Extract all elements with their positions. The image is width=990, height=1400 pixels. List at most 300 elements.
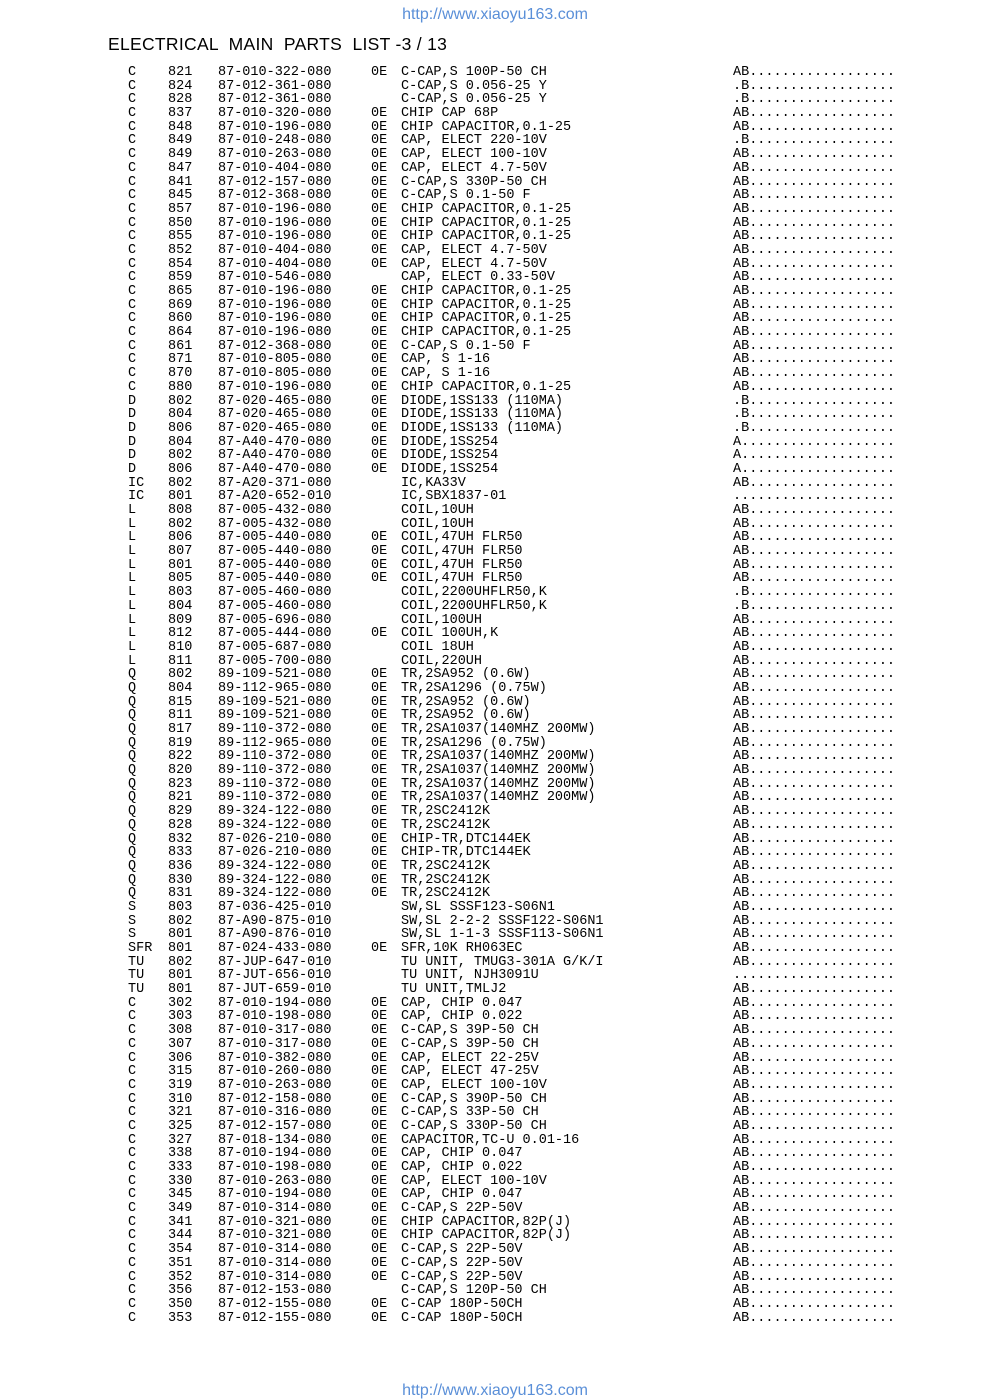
part-oe: 0E <box>371 1187 388 1203</box>
part-description: CHIP CAP 68P <box>401 106 499 122</box>
part-description: CHIP CAPACITOR,0.1-25 <box>401 311 572 327</box>
parts-row <box>128 395 948 409</box>
part-description: TR,2SA1296 (0.75W) <box>401 735 547 751</box>
part-oe: 0E <box>371 407 388 423</box>
part-ref: 847 <box>168 160 193 176</box>
parts-row <box>128 696 948 710</box>
part-oe: 0E <box>371 1077 388 1093</box>
part-ref: 852 <box>168 242 193 258</box>
part-number: 87-A90-876-010 <box>218 927 332 943</box>
part-flag: AB.................. <box>733 1228 896 1244</box>
part-number: 87-012-155-080 <box>218 1310 332 1326</box>
part-flag: AB.................. <box>733 653 896 669</box>
part-oe: 0E <box>371 1255 388 1271</box>
part-description: DIODE,1SS254 <box>401 461 499 477</box>
part-number: 87-010-194-080 <box>218 1146 332 1162</box>
part-oe: 0E <box>371 941 388 956</box>
part-type: D <box>128 420 137 436</box>
part-description: C-CAP,S 330P-50 CH <box>401 1118 547 1134</box>
part-type: Q <box>128 817 137 833</box>
part-type: C <box>128 1118 137 1134</box>
part-ref: 802 <box>168 954 193 970</box>
part-oe: 0E <box>371 680 388 696</box>
part-type: C <box>128 1091 137 1107</box>
part-number: 87-010-320-080 <box>218 106 332 122</box>
part-description: TR,2SA1037(140MHZ 200MW) <box>401 749 596 765</box>
part-number: 89-112-965-080 <box>218 680 332 696</box>
part-type: C <box>128 1146 137 1162</box>
parts-row <box>128 915 948 929</box>
part-description: CAP, ELECT 100-10V <box>401 147 547 163</box>
part-flag: AB.................. <box>733 297 896 313</box>
part-ref: 865 <box>168 284 193 299</box>
parts-row <box>128 162 948 176</box>
part-ref: 330 <box>168 1173 193 1189</box>
part-description: COIL,47UH FLR50 <box>401 530 523 546</box>
part-description: DIODE,1SS254 <box>401 434 499 450</box>
parts-row <box>128 928 948 942</box>
parts-row <box>128 1298 948 1312</box>
part-number: 87-010-196-080 <box>218 325 332 341</box>
part-number: 87-010-198-080 <box>218 1009 332 1025</box>
part-number: 87-010-260-080 <box>218 1064 332 1080</box>
part-oe: 0E <box>371 1146 388 1162</box>
part-oe: 0E <box>371 1214 388 1230</box>
part-type: L <box>128 612 137 628</box>
parts-row <box>128 641 948 655</box>
parts-row <box>128 778 948 792</box>
part-flag: AB.................. <box>733 735 896 751</box>
part-number: 89-110-372-080 <box>218 749 332 765</box>
footer-url[interactable]: http://www.xiaoyu163.com <box>402 1382 588 1399</box>
part-ref: 836 <box>168 858 193 874</box>
part-flag: AB.................. <box>733 1105 896 1121</box>
part-description: COIL 100UH,K <box>401 626 499 642</box>
parts-row <box>128 887 948 901</box>
part-description: TR,2SC2412K <box>401 804 491 820</box>
part-number: 87-010-196-080 <box>218 297 332 313</box>
part-type: C <box>128 1242 137 1258</box>
part-number: 87-A20-652-010 <box>218 489 332 505</box>
part-oe: 0E <box>371 571 388 587</box>
part-ref: 870 <box>168 366 193 382</box>
part-number: 87-026-210-080 <box>218 831 332 847</box>
part-description: CAP, ELECT 4.7-50V <box>401 256 547 272</box>
part-oe: 0E <box>371 1050 388 1066</box>
header-url[interactable]: http://www.xiaoyu163.com <box>402 6 588 23</box>
part-number: 89-109-521-080 <box>218 708 332 724</box>
part-number: 87-005-460-080 <box>218 598 332 614</box>
part-number: 87-005-700-080 <box>218 653 332 669</box>
part-description: IC,KA33V <box>401 475 466 491</box>
parts-row <box>128 93 948 107</box>
part-type: C <box>128 284 137 299</box>
part-flag: AB.................. <box>733 899 896 915</box>
part-description: TR,2SC2412K <box>401 817 491 833</box>
part-description: C-CAP,S 390P-50 CH <box>401 1091 547 1107</box>
part-ref: 354 <box>168 1242 193 1258</box>
part-oe: 0E <box>371 804 388 820</box>
parts-row <box>128 1257 948 1271</box>
part-flag: AB.................. <box>733 612 896 628</box>
part-number: 89-324-122-080 <box>218 886 332 902</box>
part-flag: AB.................. <box>733 516 896 532</box>
part-number: 87-005-432-080 <box>218 516 332 532</box>
part-number: 87-JUP-647-010 <box>218 954 332 970</box>
part-type: C <box>128 1214 137 1230</box>
part-type: S <box>128 927 137 943</box>
part-type: C <box>128 1173 137 1189</box>
part-number: 87-010-404-080 <box>218 160 332 176</box>
part-description: SW,SL 1-1-3 SSSF113-S06N1 <box>401 927 604 943</box>
part-oe: 0E <box>371 1296 388 1312</box>
part-description: TR,2SA952 (0.6W) <box>401 708 531 724</box>
part-number: 87-JUT-656-010 <box>218 968 332 984</box>
part-flag: AB.................. <box>733 119 896 135</box>
part-flag: AB.................. <box>733 722 896 737</box>
part-description: CAP, CHIP 0.022 <box>401 1160 523 1175</box>
part-ref: 319 <box>168 1077 193 1093</box>
parts-row <box>128 997 948 1011</box>
part-oe: 0E <box>371 461 388 477</box>
parts-row <box>128 819 948 833</box>
part-flag: AB.................. <box>733 174 896 190</box>
part-type: Q <box>128 790 137 806</box>
part-oe: 0E <box>371 1173 388 1189</box>
part-number: 87-005-687-080 <box>218 639 332 655</box>
part-description: CHIP CAPACITOR,82P(J) <box>401 1228 572 1244</box>
part-ref: 310 <box>168 1091 193 1107</box>
part-type: C <box>128 1269 137 1285</box>
part-flag: AB.................. <box>733 242 896 258</box>
part-type: C <box>128 229 137 245</box>
part-number: 87-005-440-080 <box>218 557 332 573</box>
part-type: C <box>128 1023 137 1039</box>
part-number: 87-005-460-080 <box>218 585 332 601</box>
part-number: 87-010-263-080 <box>218 1173 332 1189</box>
part-oe: 0E <box>371 434 388 450</box>
part-description: CHIP CAPACITOR,0.1-25 <box>401 379 572 395</box>
part-flag: AB.................. <box>733 284 896 299</box>
part-ref: 341 <box>168 1214 193 1230</box>
part-type: D <box>128 448 137 464</box>
part-number: 87-020-465-080 <box>218 407 332 423</box>
part-description: CHIP CAPACITOR,0.1-25 <box>401 284 572 299</box>
parts-row <box>128 217 948 231</box>
part-ref: 811 <box>168 708 193 724</box>
part-number: 87-012-157-080 <box>218 174 332 190</box>
part-description: COIL 18UH <box>401 639 474 655</box>
part-ref: 804 <box>168 434 193 450</box>
part-number: 87-A20-371-080 <box>218 475 332 491</box>
parts-row <box>128 1271 948 1285</box>
parts-row <box>128 518 948 532</box>
part-number: 87-036-425-010 <box>218 899 332 915</box>
part-type: C <box>128 1283 137 1299</box>
part-oe: 0E <box>371 1118 388 1134</box>
part-ref: 828 <box>168 817 193 833</box>
parts-row <box>128 189 948 203</box>
parts-row <box>128 134 948 148</box>
part-ref: 801 <box>168 489 193 505</box>
part-number: 87-010-314-080 <box>218 1242 332 1258</box>
part-flag: AB.................. <box>733 790 896 806</box>
part-ref: 802 <box>168 448 193 464</box>
part-type: C <box>128 65 137 80</box>
part-description: CHIP CAPACITOR,0.1-25 <box>401 325 572 341</box>
part-type: C <box>128 1009 137 1025</box>
parts-row <box>128 121 948 135</box>
part-type: C <box>128 92 137 108</box>
part-flag: AB.................. <box>733 270 896 286</box>
part-flag: .................... <box>733 489 896 505</box>
part-oe: 0E <box>371 694 388 710</box>
part-type: Q <box>128 763 137 779</box>
part-type: Q <box>128 831 137 847</box>
part-type: C <box>128 133 137 149</box>
part-ref: 302 <box>168 995 193 1011</box>
part-oe: 0E <box>371 858 388 874</box>
parts-row <box>128 860 948 874</box>
part-type: C <box>128 297 137 313</box>
part-description: IC,SBX1837-01 <box>401 489 507 505</box>
part-description: CAP, ELECT 100-10V <box>401 1173 547 1189</box>
part-type: Q <box>128 680 137 696</box>
part-flag: AB.................. <box>733 229 896 245</box>
part-ref: 801 <box>168 927 193 943</box>
part-flag: AB.................. <box>733 694 896 710</box>
part-ref: 308 <box>168 1023 193 1039</box>
part-type: TU <box>128 982 145 998</box>
part-type: C <box>128 1255 137 1271</box>
part-description: C-CAP,S 22P-50V <box>401 1255 523 1271</box>
part-oe: 0E <box>371 1242 388 1258</box>
part-oe: 0E <box>371 352 388 368</box>
part-ref: 804 <box>168 680 193 696</box>
part-ref: 815 <box>168 694 193 710</box>
part-type: Q <box>128 804 137 820</box>
part-number: 87-010-382-080 <box>218 1050 332 1066</box>
part-number: 87-026-210-080 <box>218 845 332 861</box>
part-flag: AB.................. <box>733 160 896 176</box>
part-flag: .B.................. <box>733 393 896 409</box>
part-description: COIL,220UH <box>401 653 483 669</box>
part-ref: 349 <box>168 1201 193 1217</box>
part-description: CAPACITOR,TC-U 0.01-16 <box>401 1132 580 1148</box>
part-flag: AB.................. <box>733 1091 896 1107</box>
part-number: 87-010-546-080 <box>218 270 332 286</box>
part-number: 87-JUT-659-010 <box>218 982 332 998</box>
part-number: 87-010-805-080 <box>218 352 332 368</box>
part-description: C-CAP,S 0.1-50 F <box>401 188 531 204</box>
parts-row <box>128 463 948 477</box>
parts-row <box>128 614 948 628</box>
parts-row <box>128 1175 948 1189</box>
parts-row <box>128 436 948 450</box>
part-flag: A................... <box>733 461 896 477</box>
part-flag: .................... <box>733 968 896 984</box>
part-flag: AB.................. <box>733 804 896 820</box>
part-number: 89-324-122-080 <box>218 872 332 888</box>
part-oe: 0E <box>371 311 388 327</box>
part-oe: 0E <box>371 229 388 245</box>
parts-row <box>128 1188 948 1202</box>
part-oe: 0E <box>371 256 388 272</box>
part-type: C <box>128 78 137 94</box>
part-number: 87-010-198-080 <box>218 1160 332 1175</box>
part-flag: AB.................. <box>733 503 896 518</box>
part-number: 87-010-314-080 <box>218 1255 332 1271</box>
part-ref: 802 <box>168 393 193 409</box>
part-flag: AB.................. <box>733 215 896 231</box>
part-type: Q <box>128 694 137 710</box>
part-type: C <box>128 160 137 176</box>
part-description: COIL,47UH FLR50 <box>401 557 523 573</box>
part-ref: 830 <box>168 872 193 888</box>
part-ref: 803 <box>168 585 193 601</box>
part-description: C-CAP,S 0.056-25 Y <box>401 92 547 108</box>
part-oe: 0E <box>371 1009 388 1025</box>
part-number: 87-010-196-080 <box>218 119 332 135</box>
parts-row <box>128 1079 948 1093</box>
parts-row <box>128 1134 948 1148</box>
part-ref: 802 <box>168 667 193 683</box>
part-number: 89-324-122-080 <box>218 817 332 833</box>
part-number: 87-012-361-080 <box>218 92 332 108</box>
part-number: 89-324-122-080 <box>218 858 332 874</box>
part-number: 89-109-521-080 <box>218 694 332 710</box>
part-type: C <box>128 147 137 163</box>
part-number: 87-A40-470-080 <box>218 434 332 450</box>
part-description: CHIP CAPACITOR,0.1-25 <box>401 229 572 245</box>
part-ref: 828 <box>168 92 193 108</box>
parts-row <box>128 258 948 272</box>
part-type: C <box>128 1064 137 1080</box>
part-ref: 303 <box>168 1009 193 1025</box>
part-ref: 321 <box>168 1105 193 1121</box>
part-oe: 0E <box>371 1310 388 1326</box>
part-type: L <box>128 544 137 560</box>
part-ref: 841 <box>168 174 193 190</box>
part-description: COIL,2200UHFLR50,K <box>401 585 547 601</box>
part-ref: 352 <box>168 1269 193 1285</box>
part-description: DIODE,1SS133 (110MA) <box>401 407 564 423</box>
part-description: TU UNIT,TMLJ2 <box>401 982 507 998</box>
part-ref: 801 <box>168 968 193 984</box>
part-number: 89-110-372-080 <box>218 722 332 737</box>
part-number: 87-010-196-080 <box>218 215 332 231</box>
part-oe: 0E <box>371 735 388 751</box>
parts-row <box>128 627 948 641</box>
part-description: CHIP-TR,DTC144EK <box>401 845 531 861</box>
part-number: 87-012-155-080 <box>218 1296 332 1312</box>
part-number: 87-010-196-080 <box>218 284 332 299</box>
part-number: 87-005-444-080 <box>218 626 332 642</box>
part-number: 89-112-965-080 <box>218 735 332 751</box>
part-ref: 821 <box>168 790 193 806</box>
part-ref: 808 <box>168 503 193 518</box>
part-ref: 806 <box>168 420 193 436</box>
part-type: C <box>128 338 137 354</box>
part-type: C <box>128 1132 137 1148</box>
part-description: C-CAP,S 0.056-25 Y <box>401 78 547 94</box>
parts-row <box>128 477 948 491</box>
part-type: Q <box>128 667 137 683</box>
part-type: Q <box>128 872 137 888</box>
part-number: 87-012-368-080 <box>218 338 332 354</box>
part-flag: AB.................. <box>733 325 896 341</box>
part-number: 89-110-372-080 <box>218 776 332 792</box>
part-ref: 824 <box>168 78 193 94</box>
part-type: C <box>128 995 137 1011</box>
part-flag: AB.................. <box>733 1187 896 1203</box>
part-ref: 327 <box>168 1132 193 1148</box>
part-flag: AB.................. <box>733 776 896 792</box>
part-type: Q <box>128 749 137 765</box>
part-type: SFR <box>128 941 153 956</box>
part-description: SW,SL 2-2-2 SSSF122-S06N1 <box>401 913 604 929</box>
part-ref: 801 <box>168 982 193 998</box>
part-flag: AB.................. <box>733 831 896 847</box>
parts-row <box>128 723 948 737</box>
part-type: C <box>128 270 137 286</box>
parts-row <box>128 285 948 299</box>
part-number: 87-010-194-080 <box>218 995 332 1011</box>
parts-row <box>128 531 948 545</box>
part-oe: 0E <box>371 1228 388 1244</box>
part-type: TU <box>128 968 145 984</box>
parts-row <box>128 107 948 121</box>
part-type: C <box>128 1105 137 1121</box>
part-ref: 871 <box>168 352 193 368</box>
part-oe: 0E <box>371 1269 388 1285</box>
part-ref: 849 <box>168 133 193 149</box>
part-ref: 845 <box>168 188 193 204</box>
part-oe: 0E <box>371 65 388 80</box>
part-ref: 859 <box>168 270 193 286</box>
part-ref: 869 <box>168 297 193 313</box>
part-ref: 809 <box>168 612 193 628</box>
part-ref: 817 <box>168 722 193 737</box>
part-ref: 833 <box>168 845 193 861</box>
part-number: 87-A40-470-080 <box>218 448 332 464</box>
part-description: COIL,47UH FLR50 <box>401 544 523 560</box>
page-title: ELECTRICAL MAIN PARTS LIST -3 / 13 <box>108 34 448 54</box>
parts-row <box>128 737 948 751</box>
part-oe: 0E <box>371 215 388 231</box>
part-flag: AB.................. <box>733 763 896 779</box>
part-description: C-CAP,S 39P-50 CH <box>401 1023 539 1039</box>
part-flag: AB.................. <box>733 1242 896 1258</box>
part-description: CHIP-TR,DTC144EK <box>401 831 531 847</box>
part-oe: 0E <box>371 119 388 135</box>
part-description: TR,2SA1037(140MHZ 200MW) <box>401 790 596 806</box>
part-oe: 0E <box>371 160 388 176</box>
part-flag: AB.................. <box>733 1077 896 1093</box>
part-number: 87-010-248-080 <box>218 133 332 149</box>
part-oe: 0E <box>371 188 388 204</box>
part-flag: AB.................. <box>733 1036 896 1052</box>
part-ref: 803 <box>168 899 193 915</box>
part-number: 87-010-321-080 <box>218 1228 332 1244</box>
part-oe: 0E <box>371 817 388 833</box>
part-flag: AB.................. <box>733 147 896 163</box>
part-flag: AB.................. <box>733 982 896 998</box>
part-type: Q <box>128 845 137 861</box>
part-description: CHIP CAPACITOR,82P(J) <box>401 1214 572 1230</box>
part-flag: AB.................. <box>733 1050 896 1066</box>
part-ref: 807 <box>168 544 193 560</box>
